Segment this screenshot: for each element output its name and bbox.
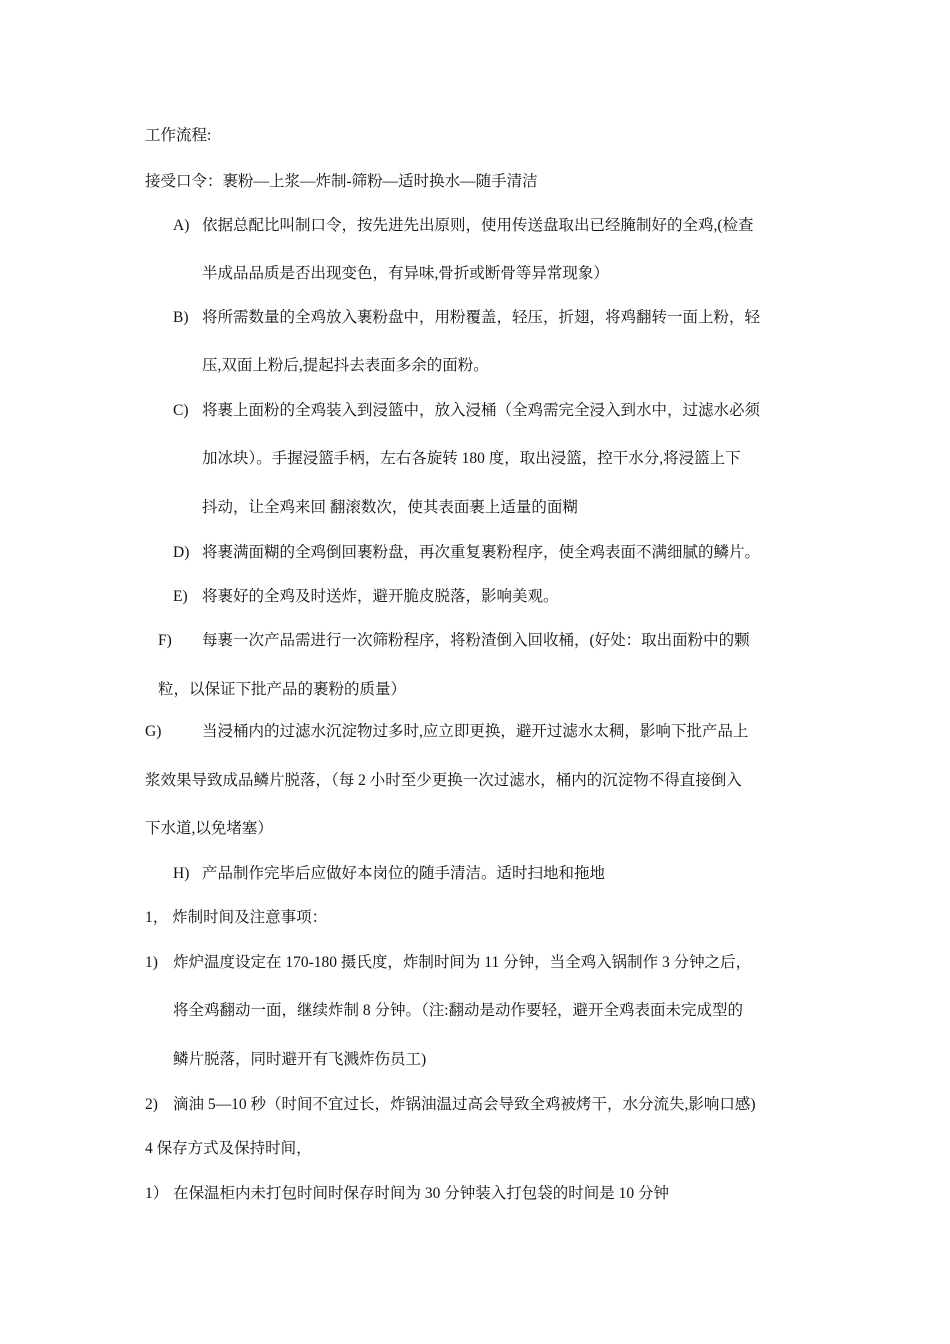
intro-line: 接受口令：裹粉—上浆—炸制-筛粉—适时换水—随手清洁: [145, 173, 538, 190]
step-f-marker: F): [158, 632, 172, 649]
step-b-line1: 将所需数量的全鸡放入裹粉盘中，用粉覆盖，轻压，折翅，将鸡翻转一面上粉，轻: [202, 309, 761, 326]
step-e-marker: E): [173, 588, 188, 605]
step-g-line2: 浆效果导致成品鳞片脱落，（每 2 小时至少更换一次过滤水，桶内的沉淀物不得直接倒入: [145, 772, 742, 789]
step-e-line1: 将裹好的全鸡及时送炸，避开脆皮脱落，影响美观。: [202, 588, 559, 605]
section1-item1-line3: 鳞片脱落，同时避开有飞溅炸伤员工): [173, 1051, 427, 1068]
step-c-line1: 将裹上面粉的全鸡装入到浸篮中，放入浸桶（全鸡需完全浸入到水中，过滤水必须: [202, 402, 761, 419]
section4-item1-marker: 1）: [145, 1185, 169, 1202]
step-a-line1: 依据总配比叫制口令，按先进先出原则，使用传送盘取出已经腌制好的全鸡,(检查: [202, 217, 754, 234]
step-f-line1: 每裹一次产品需进行一次筛粉程序，将粉渣倒入回收桶，(好处：取出面粉中的颗: [202, 632, 750, 649]
step-f-line2: 粒，以保证下批产品的裹粉的质量）: [158, 681, 407, 698]
step-d-line1: 将裹满面糊的全鸡倒回裹粉盘，再次重复裹粉程序，使全鸡表面不满细腻的鳞片。: [202, 544, 761, 561]
step-b-line2: 压,双面上粉后,提起抖去表面多余的面粉。: [202, 357, 489, 374]
step-h-marker: H): [173, 865, 190, 882]
section1-item1-line1: 炸炉温度设定在 170-180 摄氏度，炸制时间为 11 分钟，当全鸡入锅制作 3 分钟之后，: [173, 954, 752, 971]
step-d-marker: D): [173, 544, 190, 561]
step-a-marker: A): [173, 217, 190, 234]
section4-item1-line1: 在保温柜内未打包时间时保存时间为 30 分钟装入打包袋的时间是 10 分钟: [173, 1185, 670, 1202]
step-c-line2: 加冰块）。手握浸篮手柄，左右各旋转 180 度，取出浸篮，控干水分,将浸篮上下: [202, 450, 741, 467]
section4-title: 4 保存方式及保持时间，: [145, 1140, 312, 1157]
step-h-line1: 产品制作完毕后应做好本岗位的随手清洁。适时扫地和拖地: [202, 865, 606, 882]
step-a-line2: 半成品品质是否出现变色，有异味,骨折或断骨等异常现象）: [202, 265, 609, 282]
step-g-line3: 下水道,以免堵塞）: [145, 820, 273, 837]
section1-item1-line2: 将全鸡翻动一面，继续炸制 8 分钟。（注:翻动是动作要轻，避开全鸡表面未完成型的: [173, 1002, 744, 1019]
step-c-line3: 抖动，让全鸡来回 翻滚数次，使其表面裹上适量的面糊: [202, 499, 578, 516]
section1-item2-line1: 滴油 5—10 秒（时间不宜过长，炸锅油温过高会导致全鸡被烤干，水分流失,影响口感): [173, 1096, 756, 1113]
heading: 工作流程:: [145, 127, 212, 144]
step-g-marker: G): [145, 723, 162, 740]
section1-item2-marker: 2): [145, 1096, 158, 1113]
step-b-marker: B): [173, 309, 189, 326]
step-g-line1: 当浸桶内的过滤水沉淀物过多时,应立即更换，避开过滤水太稠，影响下批产品上: [202, 723, 749, 740]
step-c-marker: C): [173, 402, 189, 419]
section1-item1-marker: 1): [145, 954, 158, 971]
section1-title: 1， 炸制时间及注意事项：: [145, 909, 328, 926]
